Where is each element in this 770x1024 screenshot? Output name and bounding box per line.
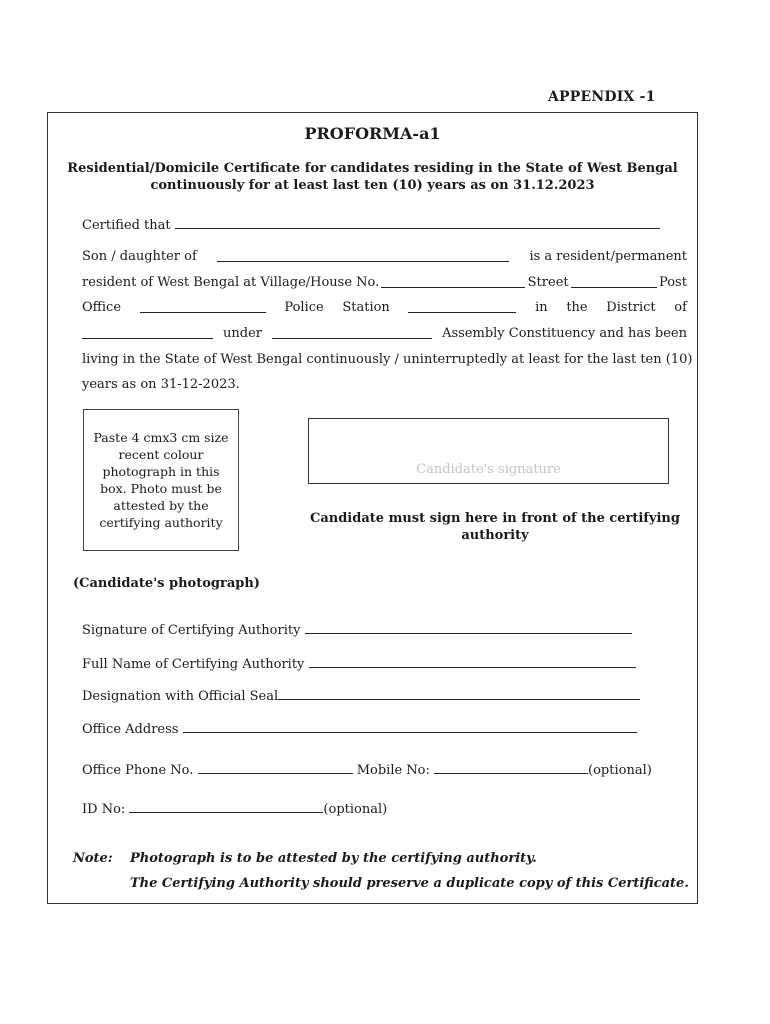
village-row <box>82 275 687 291</box>
note-line-2: The Certifying Authority should preserve a duplicate copy of this Certificate. <box>130 876 689 891</box>
certified-name-field[interactable] <box>175 216 660 229</box>
id-label: ID No: <box>82 802 126 817</box>
designation-row <box>82 687 640 705</box>
photo-box[interactable] <box>83 409 239 551</box>
id-row <box>82 800 387 818</box>
under-label: under <box>223 326 263 341</box>
id-optional: (optional) <box>323 802 388 817</box>
post-label: Post <box>659 275 687 290</box>
photo-box-text: Paste 4 cmx3 cm size recent colour photograph in this box. Photo must be attested by the certifying authority <box>93 430 229 530</box>
son-daughter-label: Son / daughter of <box>82 249 197 264</box>
office-phone-field[interactable] <box>198 761 353 774</box>
parent-name-field[interactable] <box>217 249 509 262</box>
subtitle-line-2: continuously for at least last ten (10) years as on 31.12.2023 <box>150 178 595 193</box>
assembly-field[interactable] <box>272 326 432 339</box>
designation-label: Designation with Official Seal <box>82 689 279 704</box>
office-police-row <box>82 300 687 316</box>
full-name-row <box>82 655 636 673</box>
id-field[interactable] <box>129 800 323 813</box>
assembly-label: Assembly Constituency and has been <box>442 326 687 341</box>
subtitle-line-1: Residential/Domicile Certificate for candidates residing in the State of West Bengal <box>67 161 678 176</box>
office-address-label: Office Address <box>82 722 179 737</box>
office-address-row <box>82 720 637 738</box>
phone-row <box>82 761 652 779</box>
photo-caption: (Candidate's photograph) <box>73 576 260 591</box>
post-office-field[interactable] <box>140 300 266 313</box>
signature-note: Candidate must sign here in front of the certifying authority <box>310 511 680 543</box>
mobile-field[interactable] <box>434 761 588 774</box>
mobile-label: Mobile No: <box>356 763 430 778</box>
office-label: Office <box>82 300 122 315</box>
resident-label: is a resident/permanent <box>529 249 687 264</box>
certified-that-row <box>82 216 660 234</box>
the-label: the <box>566 300 588 315</box>
sig-authority-row <box>82 621 632 639</box>
signature-hint: Candidate's signature <box>416 462 561 477</box>
note-label: Note: <box>73 851 113 866</box>
living-line: living in the State of West Bengal continuously / uninterruptedly at least for the last ten (10) <box>82 352 693 367</box>
station-label: Station <box>342 300 390 315</box>
form-subtitle <box>60 160 685 194</box>
designation-field[interactable] <box>278 687 640 700</box>
sig-authority-field[interactable] <box>305 621 632 634</box>
street-label: Street <box>527 275 569 290</box>
district-field[interactable] <box>82 326 213 339</box>
street-field[interactable] <box>571 275 657 288</box>
office-phone-label: Office Phone No. <box>82 763 194 778</box>
certified-that-label: Certified that <box>82 218 171 233</box>
full-name-label: Full Name of Certifying Authority <box>82 657 305 672</box>
full-name-field[interactable] <box>309 655 636 668</box>
appendix-label: APPENDIX -1 <box>548 89 656 105</box>
assembly-row <box>82 326 687 342</box>
mobile-optional: (optional) <box>588 763 652 778</box>
village-label: resident of West Bengal at Village/House No. <box>82 275 380 290</box>
form-title: PROFORMA-a1 <box>304 124 441 143</box>
police-label: Police <box>284 300 324 315</box>
police-station-field[interactable] <box>408 300 516 313</box>
office-address-field[interactable] <box>183 720 637 733</box>
of-label: of <box>674 300 687 315</box>
son-daughter-row <box>82 249 687 265</box>
sig-authority-label: Signature of Certifying Authority <box>82 623 301 638</box>
district-label: District <box>606 300 656 315</box>
years-line: years as on 31-12-2023. <box>82 377 240 392</box>
village-field[interactable] <box>381 275 525 288</box>
note-line-1: Photograph is to be attested by the certifying authority. <box>130 851 537 866</box>
in-label: in <box>535 300 548 315</box>
